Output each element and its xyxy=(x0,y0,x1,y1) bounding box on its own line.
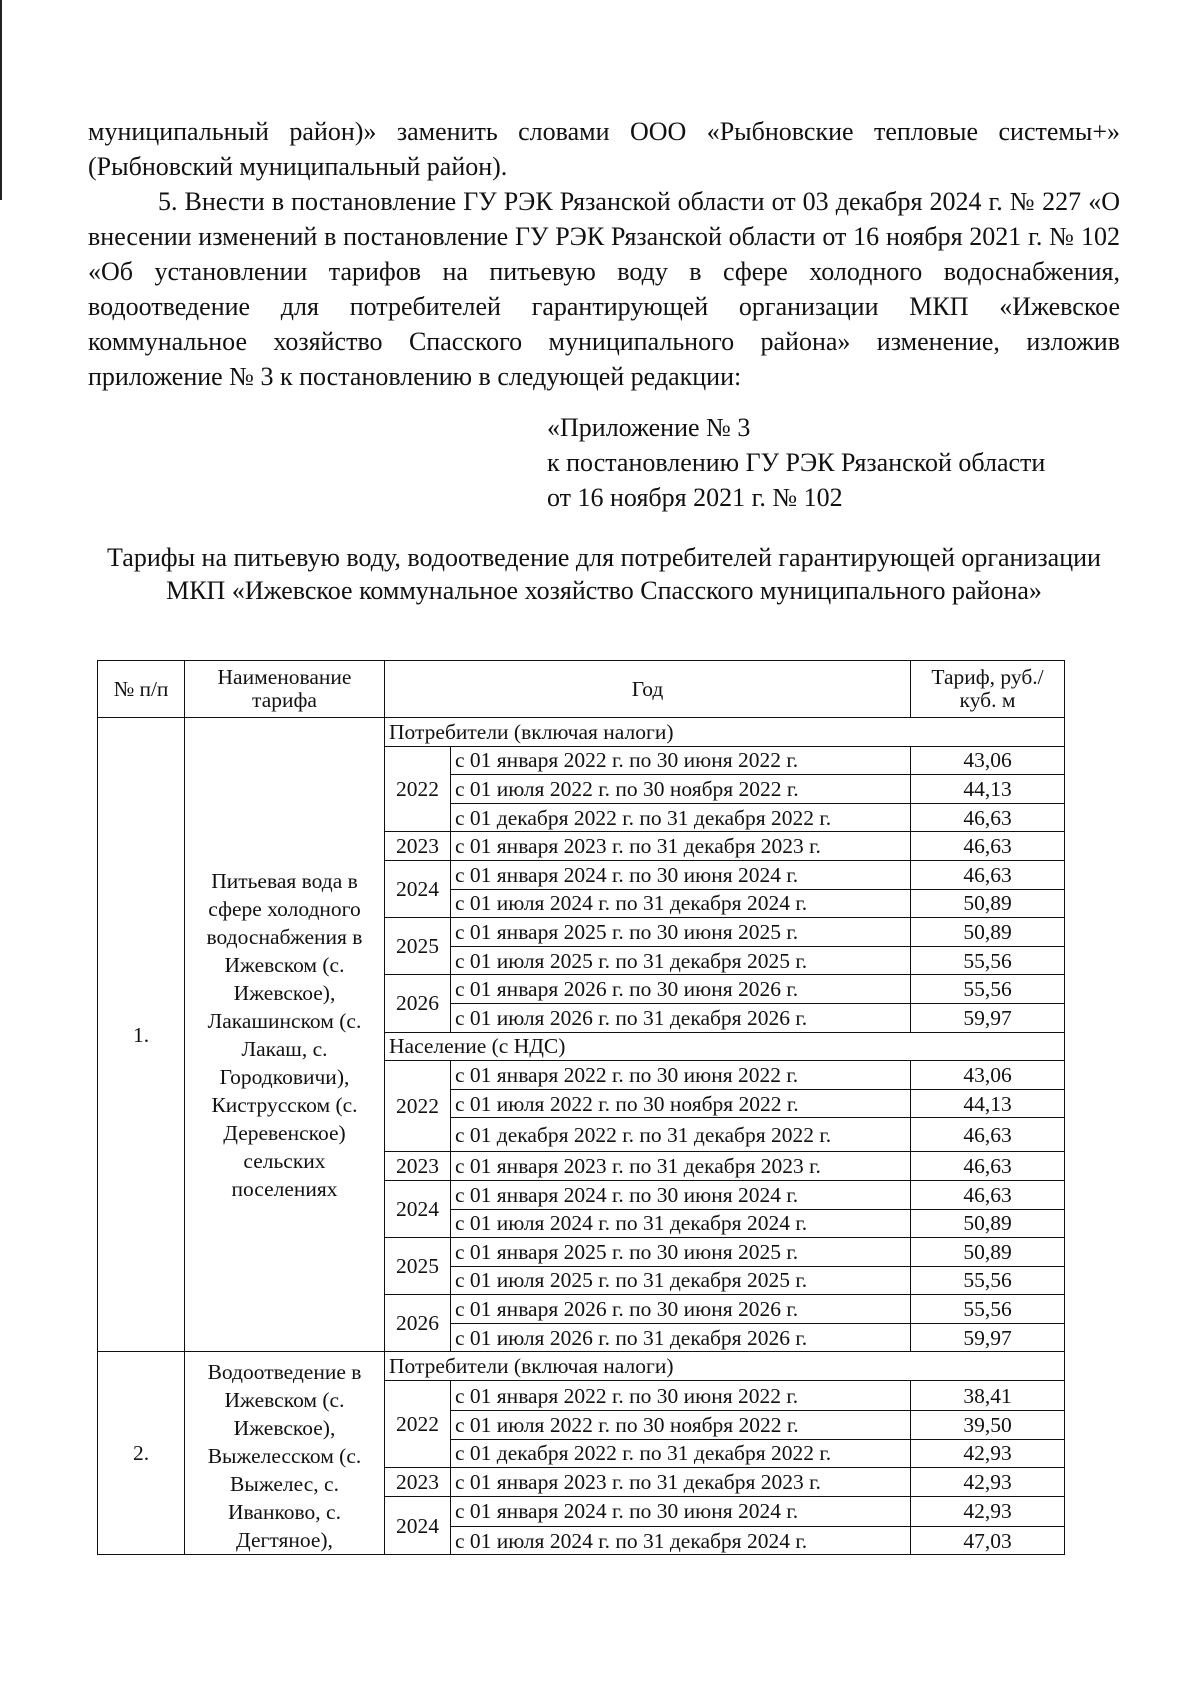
tariff-table xyxy=(97,660,1065,1555)
period-cell: с 01 января 2024 г. по 30 июня 2024 г. xyxy=(451,860,911,889)
period-cell: с 01 января 2025 г. по 30 июня 2025 г. xyxy=(451,1238,911,1267)
header-year: Год xyxy=(385,661,911,718)
tariff-cell: 46,63 xyxy=(911,1118,1065,1152)
tariff-cell: 42,93 xyxy=(911,1496,1065,1526)
year-cell: 2025 xyxy=(385,1238,451,1295)
section-1-name: Питьевая вода в сфере холодного водоснабжения в Ижевском (с. Ижевское), Лакашинском (с. Лакаш, с. Городковичи), Киструсском (с. Деревенское) сельских поселениях xyxy=(185,718,385,1352)
header-name: Наименование тарифа xyxy=(185,661,385,718)
period-cell: с 01 июля 2025 г. по 31 декабря 2025 г. xyxy=(451,946,911,975)
tariff-cell: 46,63 xyxy=(911,860,1065,889)
appendix-header xyxy=(547,410,1045,515)
tariff-cell: 42,93 xyxy=(911,1468,1065,1497)
table-heading: Тарифы на питьевую воду, водоотведение для потребителей гарантирующей организации МКП «Ижевское коммунальное хозяйство Спасского муниципального района» xyxy=(107,543,1101,605)
header-tariff: Тариф, руб./куб. м xyxy=(911,661,1065,718)
table-row xyxy=(98,718,1065,747)
appendix-line-1: «Приложение № 3 xyxy=(547,413,751,442)
period-cell: с 01 декабря 2022 г. по 31 декабря 2022 г. xyxy=(451,803,911,832)
section-2-name: Водоотведение в Ижевском (с. Ижевское), Выжелесском (с. Выжелес, с. Иванково, с. Дегтяное), xyxy=(185,1352,385,1555)
period-cell: с 01 декабря 2022 г. по 31 декабря 2022 г. xyxy=(451,1439,911,1468)
year-cell: 2024 xyxy=(385,1496,451,1555)
tariff-cell: 55,56 xyxy=(911,1295,1065,1324)
period-cell: с 01 июля 2022 г. по 30 ноября 2022 г. xyxy=(451,775,911,804)
scan-edge-mark xyxy=(0,0,2,200)
table-row xyxy=(98,1352,1065,1381)
table-header-row xyxy=(98,661,1065,718)
appendix-line-3: от 16 ноября 2021 г. № 102 xyxy=(547,483,843,512)
period-cell: с 01 июля 2022 г. по 30 ноября 2022 г. xyxy=(451,1411,911,1440)
period-cell: с 01 января 2022 г. по 30 июня 2022 г. xyxy=(451,746,911,775)
appendix-line-2: к постановлению ГУ РЭК Рязанской области xyxy=(547,448,1046,477)
tariff-cell: 46,63 xyxy=(911,832,1065,861)
period-cell: с 01 января 2026 г. по 30 июня 2026 г. xyxy=(451,1295,911,1324)
tariff-cell: 46,63 xyxy=(911,1180,1065,1209)
year-cell: 2024 xyxy=(385,1180,451,1237)
period-cell: с 01 декабря 2022 г. по 31 декабря 2022 г. xyxy=(451,1118,911,1152)
tariff-cell: 44,13 xyxy=(911,1089,1065,1118)
year-cell: 2022 xyxy=(385,1061,451,1152)
tariff-cell: 46,63 xyxy=(911,1152,1065,1181)
period-cell: с 01 января 2022 г. по 30 июня 2022 г. xyxy=(451,1061,911,1090)
group-label: Население (с НДС) xyxy=(385,1032,1065,1061)
tariff-cell: 59,97 xyxy=(911,1003,1065,1032)
period-cell: с 01 июля 2024 г. по 31 декабря 2024 г. xyxy=(451,1209,911,1238)
section-2-number: 2. xyxy=(98,1352,185,1555)
year-cell: 2023 xyxy=(385,832,451,861)
period-cell: с 01 января 2023 г. по 31 декабря 2023 г. xyxy=(451,832,911,861)
year-cell: 2026 xyxy=(385,975,451,1032)
period-cell: с 01 июля 2025 г. по 31 декабря 2025 г. xyxy=(451,1266,911,1295)
tariff-cell: 55,56 xyxy=(911,975,1065,1004)
year-cell: 2022 xyxy=(385,746,451,832)
tariff-cell: 39,50 xyxy=(911,1411,1065,1440)
tariff-cell: 38,41 xyxy=(911,1381,1065,1411)
period-cell: с 01 января 2024 г. по 30 июня 2024 г. xyxy=(451,1496,911,1526)
period-cell: с 01 июля 2026 г. по 31 декабря 2026 г. xyxy=(451,1003,911,1032)
tariff-cell: 59,97 xyxy=(911,1323,1065,1352)
tariff-cell: 46,63 xyxy=(911,803,1065,832)
group-label: Потребители (включая налоги) xyxy=(385,1352,1065,1381)
year-cell: 2025 xyxy=(385,918,451,975)
paragraph-continuation: муниципальный район)» заменить словами ООО «Рыбновские тепловые системы+» (Рыбновский муниципальный район). xyxy=(88,117,1120,181)
tariff-cell: 50,89 xyxy=(911,918,1065,947)
header-num: № п/п xyxy=(98,661,185,718)
period-cell: с 01 июля 2022 г. по 30 ноября 2022 г. xyxy=(451,1089,911,1118)
tariff-cell: 50,89 xyxy=(911,889,1065,918)
period-cell: с 01 января 2023 г. по 31 декабря 2023 г. xyxy=(451,1152,911,1181)
tariff-cell: 42,93 xyxy=(911,1439,1065,1468)
year-cell: 2026 xyxy=(385,1295,451,1352)
group-label: Потребители (включая налоги) xyxy=(385,718,1065,747)
year-cell: 2022 xyxy=(385,1381,451,1468)
year-cell: 2023 xyxy=(385,1468,451,1497)
period-cell: с 01 июля 2026 г. по 31 декабря 2026 г. xyxy=(451,1323,911,1352)
year-cell: 2023 xyxy=(385,1152,451,1181)
period-cell: с 01 января 2025 г. по 30 июня 2025 г. xyxy=(451,918,911,947)
period-cell: с 01 января 2023 г. по 31 декабря 2023 г. xyxy=(451,1468,911,1497)
tariff-cell: 44,13 xyxy=(911,775,1065,804)
tariff-cell: 50,89 xyxy=(911,1238,1065,1267)
period-cell: с 01 июля 2024 г. по 31 декабря 2024 г. xyxy=(451,889,911,918)
period-cell: с 01 июля 2024 г. по 31 декабря 2024 г. xyxy=(451,1526,911,1555)
tariff-cell: 55,56 xyxy=(911,946,1065,975)
period-cell: с 01 января 2024 г. по 30 июня 2024 г. xyxy=(451,1180,911,1209)
period-cell: с 01 января 2022 г. по 30 июня 2022 г. xyxy=(451,1381,911,1411)
tariff-cell: 43,06 xyxy=(911,1061,1065,1090)
paragraph-item-5: 5. Внести в постановление ГУ РЭК Рязанской области от 03 декабря 2024 г. № 227 «О внесении изменений в постановление ГУ РЭК Рязанской области от 16 ноября 2021 г. № 102 «Об установлении тарифов на питьевую воду в сфере холодного водоснабжения, водоотведение для потребителей гарантирующей организации МКП «Ижевское коммунальное хозяйство Спасского муниципального района» изменение, изложив приложение № 3 к постановлению в следующей редакции: xyxy=(88,187,1120,391)
tariff-cell: 43,06 xyxy=(911,746,1065,775)
section-1-number: 1. xyxy=(98,718,185,1352)
tariff-cell: 50,89 xyxy=(911,1209,1065,1238)
period-cell: с 01 января 2026 г. по 30 июня 2026 г. xyxy=(451,975,911,1004)
tariff-cell: 47,03 xyxy=(911,1526,1065,1555)
tariff-cell: 55,56 xyxy=(911,1266,1065,1295)
year-cell: 2024 xyxy=(385,860,451,917)
